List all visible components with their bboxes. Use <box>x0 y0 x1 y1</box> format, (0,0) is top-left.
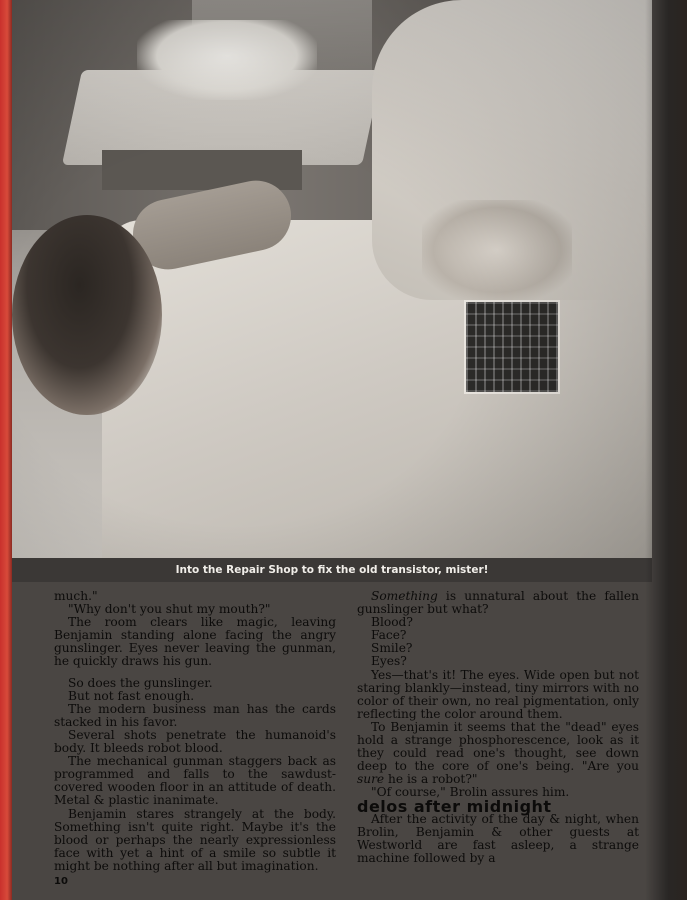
text-column-right <box>357 590 639 865</box>
paragraph: After the activity of the day & night, when Brolin, Benjamin & other guests at Westworld are fast asleep, a strange machine followed by a <box>357 811 639 865</box>
paragraph: Yes—that's it! The eyes. Wide open but not staring blankly—instead, tiny mirrors with no color of their own, no real pigmentation, only reflecting the color around them. <box>357 667 639 721</box>
question-line: Face? <box>371 628 407 643</box>
question-line: Eyes? <box>371 654 407 669</box>
question-line: Blood? <box>371 615 413 630</box>
emphasis: sure <box>357 772 385 787</box>
red-spine-edge <box>0 0 12 900</box>
paragraph-text: is unnatural about the fallen gunslinger but what? <box>357 589 639 617</box>
paragraph-text: he is a robot?" <box>384 772 478 787</box>
binding-gutter-shadow <box>645 0 687 900</box>
paragraph <box>357 721 639 786</box>
page-number: 10 <box>54 876 68 887</box>
paragraph: The room clears like magic, leaving Benjamin standing alone facing the angry gunslinger. Eyes never leaving the gunman, he quickly draws his gun. <box>54 615 336 669</box>
paragraph: The mechanical gunman staggers back as programmed and falls to the sawdust-covered wooden floor in an attitude of death. Metal & plastic inanimate. <box>54 754 336 808</box>
paragraph-text: To Benjamin it seems that the "dead" eyes hold a strange phosphorescence, look as it they could read one's thought, see down deep to the core of one's being. "Are you <box>357 719 639 774</box>
paragraph: Benjamin stares strangely at the body. Something isn't quite right. Maybe it's the blood or perhaps the nearly expressionless face with yet a hint of a smile so subtle it might be nothing after all but imagination. <box>54 806 336 873</box>
question-line: Smile? <box>371 641 413 656</box>
paragraph: "Of course," Brolin assures him. <box>371 785 570 800</box>
repair-shop-photo <box>12 0 652 558</box>
paragraph: Several shots penetrate the humanoid's body. It bleeds robot blood. <box>54 727 336 756</box>
section-heading: delos after midnight <box>357 796 552 816</box>
paragraph: "Why don't you shut my mouth?" <box>68 602 271 617</box>
text-column-left <box>54 590 336 873</box>
paragraph <box>357 590 639 616</box>
emphasis: Something <box>371 589 438 603</box>
paragraph: So does the gunslinger. <box>68 675 213 690</box>
paragraph: much." <box>54 589 98 603</box>
paragraph: But not fast enough. <box>68 688 195 703</box>
photo-caption: Into the Repair Shop to fix the old transistor, mister! <box>12 558 652 582</box>
photo-vignette <box>12 0 652 558</box>
paragraph: The modern business man has the cards stacked in his favor. <box>54 701 336 729</box>
